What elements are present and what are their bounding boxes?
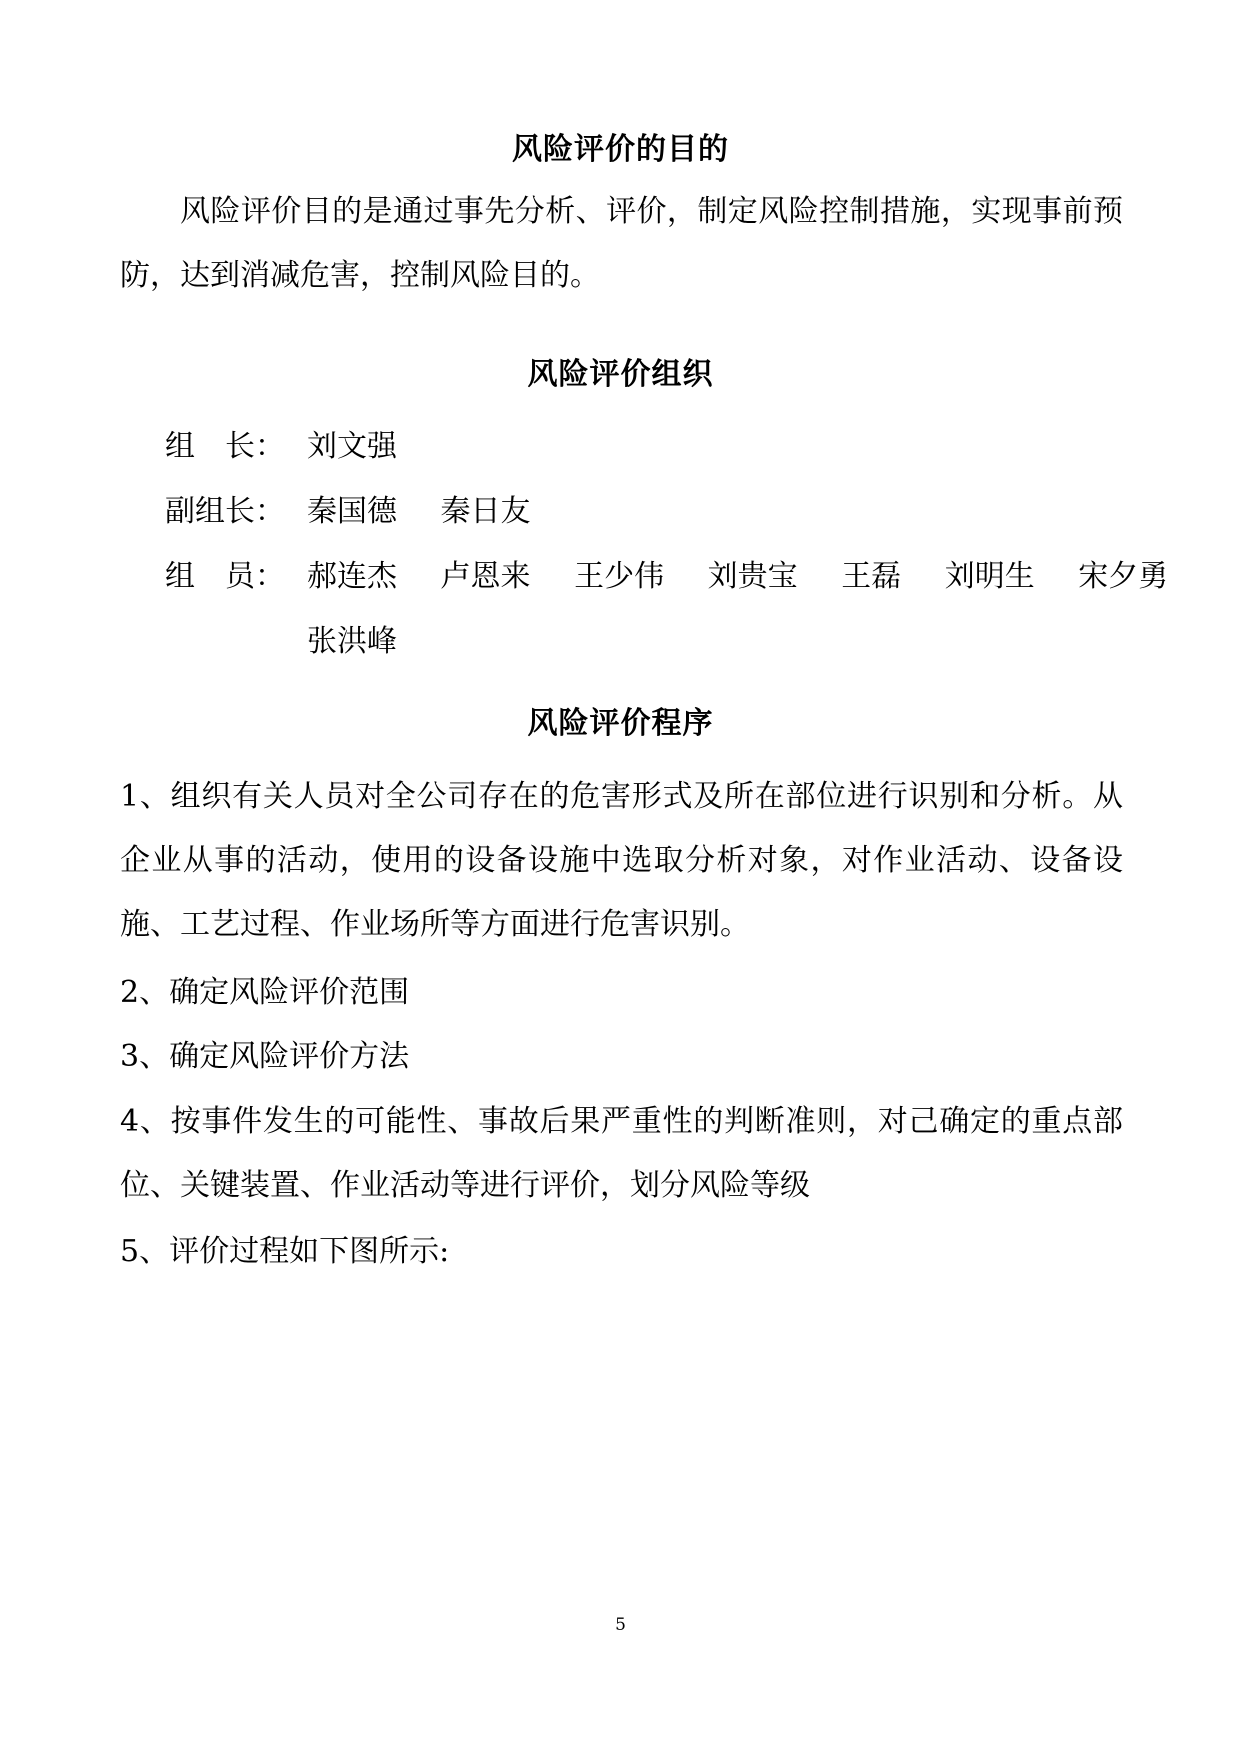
procedure-step: 1、组织有关人员对全公司存在的危害形式及所在部位进行识别和分析。从企业从事的活动，使用的设备设施中选取分析对象，对作业活动、设备设施、工艺过程、作业场所等方面进行危害识别。 — [120, 779, 1123, 942]
leader-names — [307, 427, 397, 467]
member-name: 卢恩来 — [440, 559, 531, 594]
procedure-step: 3、确定风险评价方法 — [120, 1039, 410, 1074]
member-name: 王磊 — [841, 559, 902, 594]
procedure-step: 5、评价过程如下图所示: — [120, 1234, 450, 1269]
member-name: 刘贵宝 — [707, 559, 798, 594]
member-name: 张洪峰 — [307, 624, 397, 659]
member-name: 刘明生 — [944, 559, 1035, 594]
deputy-name: 秦日友 — [440, 494, 531, 529]
leader-label: 组 长： — [165, 429, 285, 464]
member-name: 宋夕勇 — [1078, 559, 1169, 594]
procedure-heading: 风险评价程序 — [527, 706, 714, 741]
member-name: 郝连杰 — [307, 559, 397, 594]
deputy-name: 秦国德 — [307, 494, 397, 529]
members-names-continued — [307, 622, 397, 662]
members-names — [307, 557, 1168, 597]
deputy-label: 副组长： — [165, 494, 285, 529]
member-name: 王少伟 — [574, 559, 665, 594]
procedure-step: 4、按事件发生的可能性、事故后果严重性的判断准则，对己确定的重点部位、关键装置、作业活动等进行评价，划分风险等级 — [120, 1104, 1123, 1203]
organization-heading: 风险评价组织 — [527, 357, 714, 392]
purpose-paragraph: 风险评价目的是通过事先分析、评价，制定风险控制措施，实现事前预防，达到消减危害，控制风险目的。 — [120, 194, 1123, 293]
deputy-names — [307, 492, 531, 532]
procedure-step: 2、确定风险评价范围 — [120, 975, 410, 1010]
page-number: 5 — [615, 1615, 626, 1635]
members-label: 组 员： — [165, 559, 285, 594]
purpose-heading: 风险评价的目的 — [512, 132, 729, 167]
leader-name: 刘文强 — [307, 429, 397, 464]
